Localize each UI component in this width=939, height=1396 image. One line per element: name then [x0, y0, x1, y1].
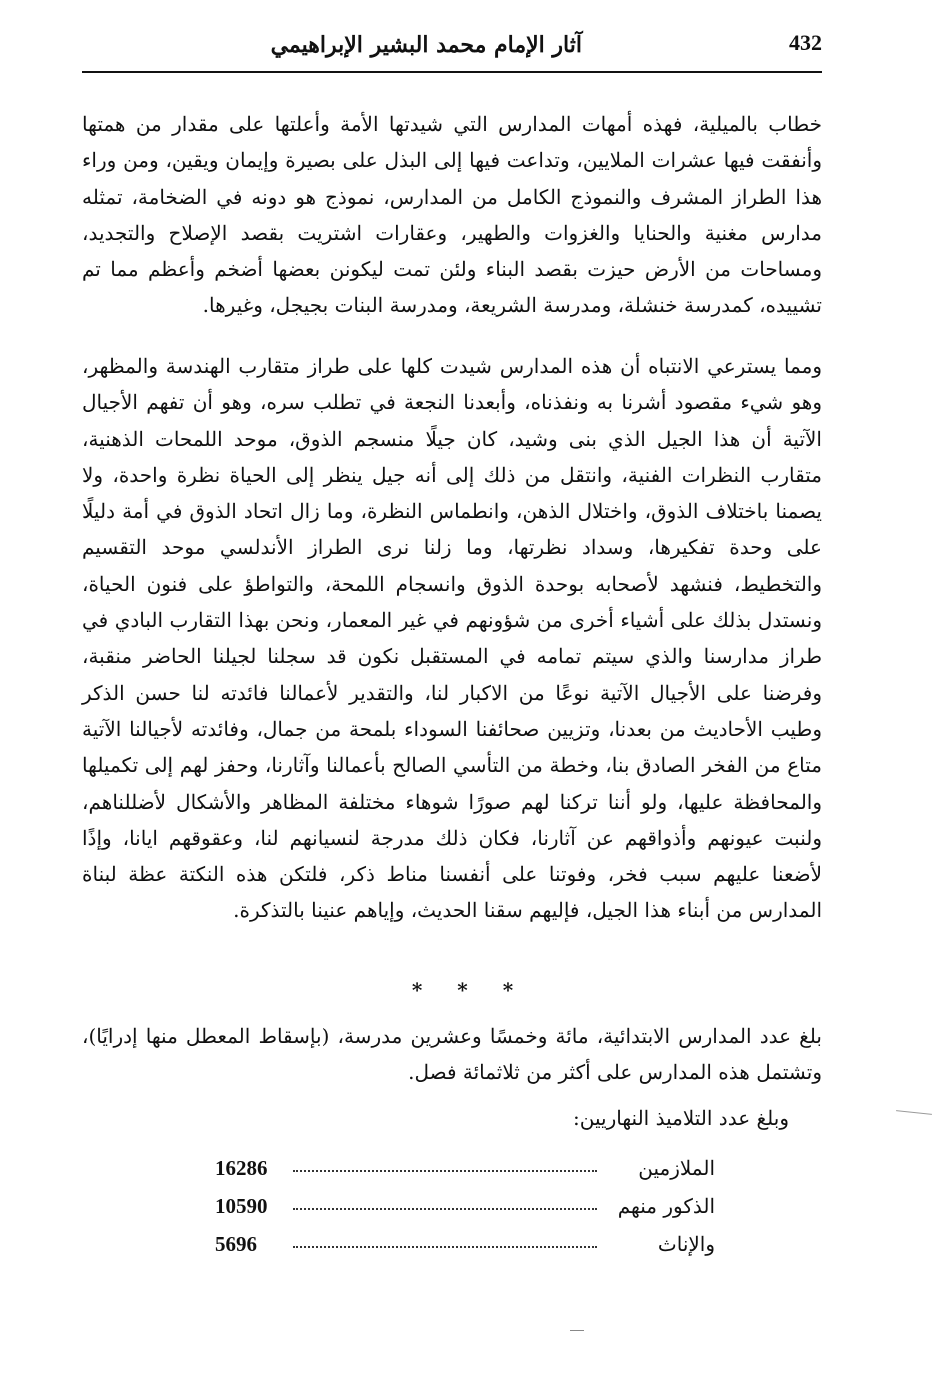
- paragraph-2: ومما يسترعي الانتباه أن هذه المدارس شيدت كلها على طراز متقارب الهندسة والمظهر، وهو شيء مقصود أشرنا به ونفذناه، وأبعدنا النجعة في تطلب سره، وهو أن تفهم الأجيال الآتية أن هذا الجيل الذي بنى وشيد، كان جيلًا منسجم الذوق، موحد اللمحات الذهنية، متقارب النظرات الفنية، وانتقل من ذلك إلى أنه جيل ينظر إلى الحياة نظرة واحدة، ولا يصمنا باختلاف الذوق، واختلال الذهن، وانطماس النظرة، وما زال اتحاد الذوق في أمة دليلًا على وحدة تفكيرها، وسداد نظرتها، وما زلنا نرى الطراز الأندلسي موحد التقسيم والتخطيط، فنشهد لأصحابه بوحدة الذوق وانسجام اللمحة، والتواطؤ على فنون الحياة، ونستدل بذلك على أشياء أخرى من شؤونهم في غير المعمار، ونحن بهذا التقارب البادي في طراز مدارسنا والذي سيتم تمامه في المستقبل نكون قد سجلنا لجيلنا الحاضر منقبة، وفرضنا على الأجيال الآتية نوعًا من الاكبار لنا، والتقدير لأعمالنا فائدته لنا حسن الذكر وطيب الأحاديث من بعدنا، وتزيين صحائفنا السوداء بلمحة من جمال، وفائدته لأجيالنا الآتية متاع من الفخر الصادق بنا، وخطة من التأسي الصالح بأعمالنا وآثارنا، وحفز لهم إلى تكميلها والمحافظة عليها، ولو أننا تركنا لهم صورًا شوهاء مختلفة المظاهر والأشكال لأضللناهم، ولنبت عيونهم وأذواقهم عن آثارنا، فكان ذلك مدرجة لنسيانهم لنا، وعقوقهم ايانا، وإذًا لأضعنا عليهم سبب فخر، وفوتنا على أنفسنا مناط ذكر، فلتكن هذه النكتة عظة لبناة المدارس من أبناء هذا الجيل، فإليهم سقنا الحديث، وإياهم عنينا بالتذكرة.: [82, 354, 823, 923]
- stat-row-enrolled: [215, 1156, 715, 1192]
- stat-value: 5696: [215, 1232, 257, 1256]
- page-header: [82, 28, 822, 68]
- header-divider: [82, 71, 822, 73]
- stat-value: 16286: [215, 1156, 268, 1180]
- stat-label: الذكور منهم: [617, 1194, 715, 1218]
- scan-artifact: [896, 1110, 932, 1115]
- paragraph-1: خطاب بالميلية، فهذه أمهات المدارس التي شيدتها الأمة وأعلتها على مقدار من همتها وأنفقت فيها عشرات الملايين، وتداعت فيها إلى البذل على بصيرة وإيمان ويقين، ومن وراء هذا الطراز المشرف والنموذج الكامل من المدارس، نموذج هو دونه في الضخامة، تمثله مدارس مغنية والحنايا والغزوات والطهير، وعقارات اشتريت بقصد الإصلاح والتجديد، ومساحات من الأرض حيزت بقصد البناء ولئن تمت ليكونن بعضها أضخم وأعظم مما تم تشييده، كمدرسة خنشلة، ومدرسة الشريعة، ومدرسة البنات بجيجل، وغيرها.: [82, 112, 822, 318]
- dot-leader: [293, 1246, 597, 1248]
- dot-leader: [293, 1208, 597, 1210]
- stat-row-girls: [215, 1232, 715, 1268]
- section-separator: * * *: [411, 978, 528, 1002]
- stat-value: 10590: [215, 1194, 268, 1218]
- stat-row-boys: [215, 1194, 715, 1230]
- students-intro: وبلغ عدد التلاميذ النهاريين:: [573, 1106, 789, 1130]
- stat-label: الملازمين: [638, 1156, 715, 1180]
- running-title: آثار الإمام محمد البشير الإبراهيمي: [270, 32, 582, 58]
- stat-label: والإناث: [657, 1232, 715, 1256]
- page-number: 432: [789, 30, 822, 55]
- dot-leader: [293, 1170, 597, 1172]
- footer-mark: [570, 1330, 584, 1331]
- paragraph-3: بلغ عدد المدارس الابتدائية، مائة وخمسًا وعشرين مدرسة، (بإسقاط المعطل منها إدرايًا)، وتشتمل هذه المدارس على أكثر من ثلاثمائة فصل.: [82, 1024, 822, 1085]
